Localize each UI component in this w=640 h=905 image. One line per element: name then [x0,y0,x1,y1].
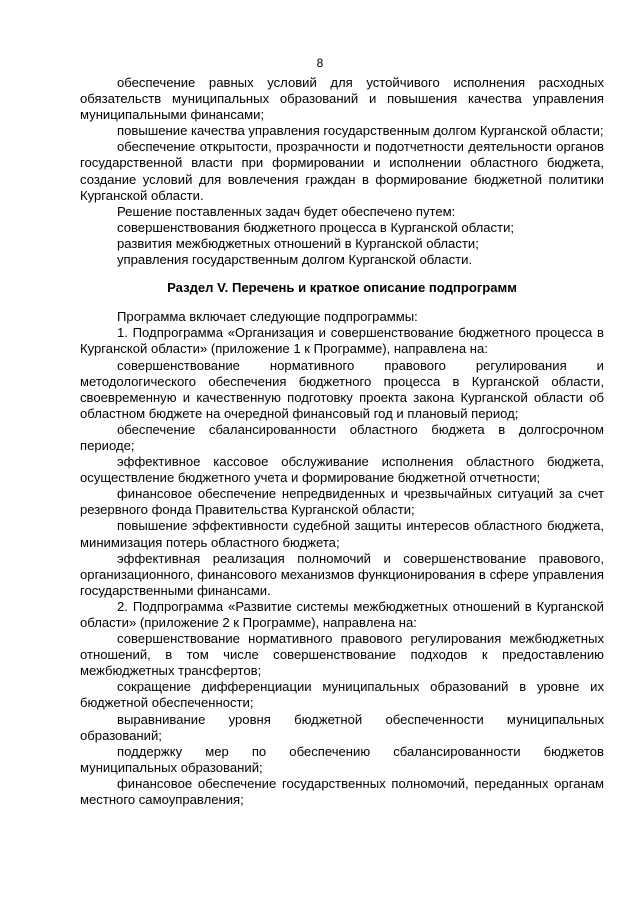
paragraph: Решение поставленных задач будет обеспечено путем: [117,203,456,219]
page-number: 8 [316,56,324,70]
paragraph: обеспечение сбалансированности областного бюджета в долгосрочном периоде; [80,421,604,453]
paragraph: обеспечение равных условий для устойчивого исполнения расходных обязательств муниципальных образований и повышения качества управления муниципальными финансами; [80,75,604,123]
document-body [80,75,604,808]
paragraph: эффективное кассовое обслуживание исполнения областного бюджета, осуществление бюджетного учета и формирование бюджетной отчетности; [80,454,604,486]
paragraph: совершенствование нормативного правового регулирования и методологического обеспечения бюджетного процесса в Курганской области, своевременную и качественную подготовку проекта закона Курганской области об областном бюджете на очередной финансовый год и плановый период; [80,357,604,421]
paragraph: эффективная реализация полномочий и совершенствование правового, организационного, финансового механизмов функционирования в сфере управления государственными финансами. [80,550,604,598]
paragraph: развития межбюджетных отношений в Курганской области; [117,235,479,251]
paragraph: Программа включает следующие подпрограммы: [117,309,418,325]
paragraph: выравнивание уровня бюджетной обеспеченности муниципальных образований; [80,711,604,743]
paragraph: повышение качества управления государственным долгом Курганской области; [117,123,604,139]
paragraph: 1. Подпрограмма «Организация и совершенствование бюджетного процесса в Курганской области» (приложение 1 к Программе), направлена на: [80,325,604,357]
paragraph: обеспечение открытости, прозрачности и подотчетности деятельности органов государственной власти при формировании и исполнении областного бюджета, создание условий для вовлечения граждан в формирование бюджетной политики Курганской области. [80,139,604,203]
section-heading: Раздел V. Перечень и краткое описание подпрограмм [167,280,517,296]
paragraph: повышение эффективности судебной защиты интересов областного бюджета, минимизация потерь областного бюджета; [80,518,604,550]
paragraph: финансовое обеспечение непредвиденных и чрезвычайных ситуаций за счет резервного фонда Правительства Курганской области; [80,486,604,518]
paragraph: совершенствование нормативного правового регулирования межбюджетных отношений, в том числе совершенствование подходов к предоставлению межбюджетных трансфертов; [80,631,604,679]
paragraph: управления государственным долгом Курганской области. [117,252,473,268]
paragraph: поддержку мер по обеспечению сбалансированности бюджетов муниципальных образований; [80,743,604,775]
paragraph: финансовое обеспечение государственных полномочий, переданных органам местного самоуправления; [80,775,604,808]
paragraph: совершенствования бюджетного процесса в Курганской области; [117,219,515,235]
paragraph: сокращение дифференциации муниципальных образований в уровне их бюджетной обеспеченности; [80,679,604,711]
paragraph: 2. Подпрограмма «Развитие системы межбюджетных отношений в Курганской области» (приложение 2 к Программе), направлена на: [80,598,604,630]
